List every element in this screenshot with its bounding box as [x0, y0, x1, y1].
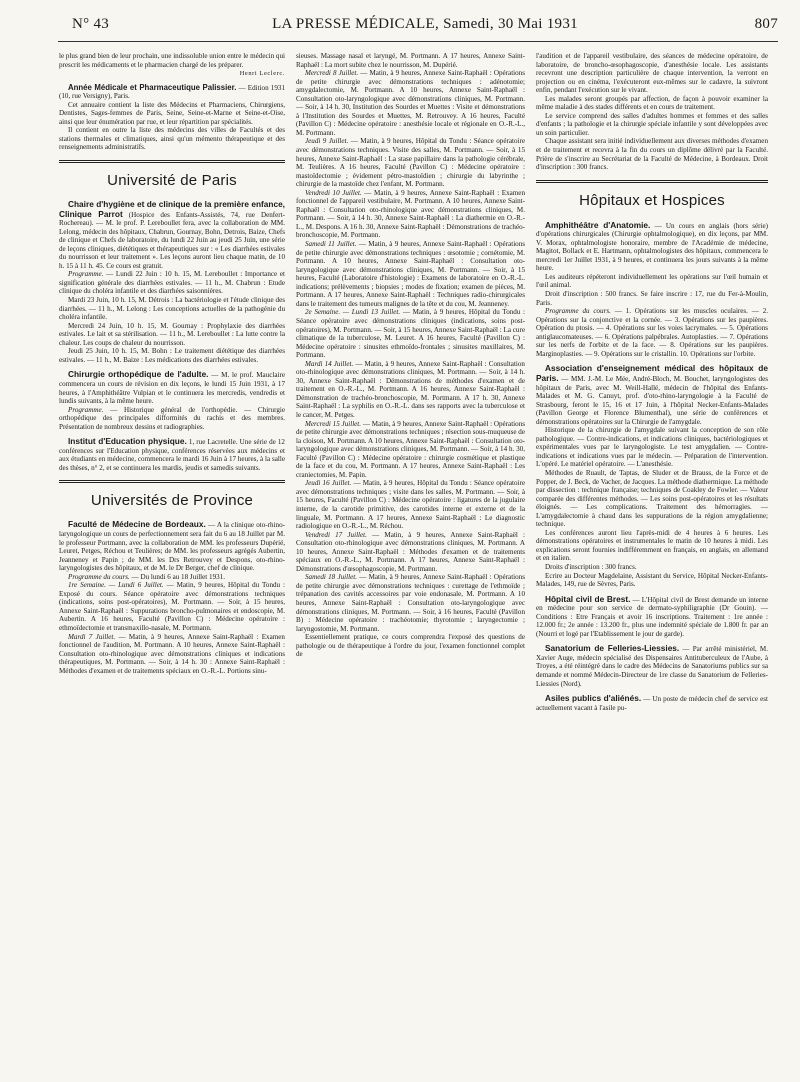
ortho-program-label: Programme. [68, 405, 104, 414]
annuaire-heading: Année Médicale et Pharmaceutique Palissier. [68, 82, 237, 92]
paragraph: Méthodes de Ruault, de Taptas, de Sluder et de Brauss, de la Force et de Popper, de J. Beck, de Vacher, de Jacques. La méthode diathermique. La méthode par dissection : technique française; techniques de Coakley de Fowler. — Valeur comparée des différentes méthodes. — Les soins post-opératoires et les résultats éloignés. — Les complications. Traitement des hémorragies. — L'amygdalectomie à chaud dans les suppurations de la région amygdalienne; technique. [536, 468, 768, 529]
paragraph: Droits d'inscription : 300 francs. [545, 562, 637, 571]
ortho-text: — M. le prof. Mauclaire commencera un cours de révision en dix leçons, le lundi 15 Juin 1931, à 17 heures, à l'Amphithéâtre Vulpian et le continuera les mercredis, vendredis et lundis suivants, à la même heure. [59, 371, 285, 406]
day-label: Jeudi 16 Juillet. [305, 479, 352, 488]
parrot-heading: Chaire d'hygiène et de clinique de la première enfance, Clinique Parrot [59, 199, 285, 219]
day-vendredi-17 [296, 531, 525, 574]
bordeaux-week1-label: 1re Semaine. — Lundi 6 Juillet. [68, 581, 164, 590]
section-rule [536, 180, 768, 183]
column-3 [536, 52, 768, 1076]
parrot-paragraph-4: Mercredi 24 Juin, 10 h. 15, M. Gournay : Prophylaxie des diarrhées estivales. Le lait et sa stérilisation. — 11 h., M. Lereboullet : La lutte contre la chaleur. Les coups de chaleur du nourrisson. [59, 321, 285, 347]
ortho-paragraph [59, 370, 285, 405]
association-text: — MM. J.-M. Le Mée, André-Bloch, M. Bouchet, laryngologistes des hôpitaux de Paris, avec M. Weill-Hallé, médecin de l'hôpital des Enfants-Malades et M. G. Canuyt, prof. d'oto-rhino-laryngologie à la Faculté de Strasbourg, feront le 15, 16 et 17 Juin, à l'hôpital Necker-Enfants-Malades (Pavillon George et Florence Blumenthal), une série de conférences et démonstrations opératoires sur la Chirurgie de l'amygdale. [536, 374, 768, 426]
day-text: — Matin, à 9 heures, Hôpital du Tondu : Séance opératoire avec démonstrations cliniques (indications, soins post-opératoires), M. Portmann. — Soir, à 15 heures, Annexe Saint-Raphaël : La cure climatique de la tuberculose, M. Leuret. A 16 heures, Faculté (Pavillon C) : Médecine opératoire : sinusites ethmoïdo-frontales ; sinusites maxillaires, M. Portmann. [296, 308, 525, 360]
day-text: — Matin, à 9 heures, Hôpital du Tondu : Séance opératoire avec démonstrations techniques ; visite dans les salles, M. Portmann. — Soir, à 15 heures, Faculté (Pavillon C) : Médecine opératoire : ligatures de la jugulaire interne, de la carotide primitive, des carotides interne et externe et de la linguale, M. Portmann. A 17 heures, Annexe Saint-Raphaël : Le diagnostic radiologique en O.-R.-L., M. Réchou. [296, 479, 525, 531]
day-mercredi-8 [296, 69, 525, 137]
asiles-paragraph [536, 694, 768, 712]
felleries-heading: Sanatorium de Felleries-Liessies. [545, 643, 680, 654]
day-text: — Matin, à 9 heures, Annexe Saint-Raphaël : Opérations de petite chirurgie avec démonstrations techniques : adénotomie; amygdalectomie, M. Portmann. A 10 heures, Annexe Saint-Raphaël : Consultation oto-laryngologique avec démonstrations cliniques, M. Portmann. — Soir, à 14 h. 30, Institution des Sourdes et Muettes : Visite et démonstrations à l'Institution des Sourdes et Muettes, M. Retrouvey. A 16 heures, Faculté (Pavillon C) : Médecine opératoire : anesthésie locale et régionale en O.-R.-L., M. Portmann. [296, 69, 525, 137]
program-text: — 1. Opérations sur les muscles oculaires. — 2. Opérations sur la conjonctive et la cornée. — 3. Opérations sur les paupières. Opération du ptosis. — 4. Opérations sur les voies lacrymales. — 5. Opérations antiglaucomateuses. — 6. Opérations palpébrales. Autoplasties. — 7. Opérations sur les nerfs de l'orbite et de la face. — 8. Opérations sur les paupières. Marginoplasties. — 9. Opérations sur le cristallin. 10. Opérations sur l'orbite. [536, 307, 768, 358]
day-samedi-18 [296, 573, 525, 633]
brest-paragraph [536, 595, 768, 639]
continued-paragraph: l'audition et de l'appareil vestibulaire, des séances de médecine opératoire, de laboratoire, de broncho-œsophagoscopie, d'anesthésie locale. Les assistants recevront une description particulière de chaque intervention, la verront en projection ou en cinéma, l'exécuteront eux-mêmes sur le cadavre, la suivront enfin, pendant l'exécution sur le vivant. [536, 52, 768, 95]
continued-paragraph: sieuses. Massage nasal et laryngé, M. Portmann. A 17 heures, Annexe Saint-Raphaël : La mort subite chez le nourrisson, M. Dupérié. [296, 52, 525, 69]
day-label: Vendredi 17 Juillet. [305, 530, 367, 539]
essentiel-paragraph: Essentiellement pratique, ce cours comprendra l'exposé des questions de pathologie ou de thérapeutique à l'ordre du jour, l'examen fonctionnel complet de [296, 633, 525, 659]
day-text: — Matin, à 9 heures, Annexe Saint-Raphaël : Opérations de petite chirurgie avec démonstrations techniques : curettage de l'ethmoïde ; trépanation des cavités accessoires par voie endonasale, M. Portmann. A 10 heures, Annexe Saint-Raphaël : Consultation oto-laryngologique avec démonstrations cliniques, M. Portmann. — Soir, à 16 heures, Faculté (Pavillon B) : Médecine opératoire : trachéotomie; thyrotomie ; laryngectomie ; laryngostomie, M. Portmann. [296, 573, 525, 633]
intro-paragraph: le plus grand bien de leur prochain, une indissoluble union entre le médecin qui prescrit les médicaments et le pharmacien chargé de les préparer. [59, 52, 285, 69]
paragraph: Les conférences auront lieu l'après-midi de 4 heures à 6 heures. Les démonstrations opératoires et instrumentales le matin de 10 heures à midi. Les explications seront fournies indifféremment en français, en anglais, en allemand et en italien. [536, 528, 768, 563]
bordeaux-mardi-label: Mardi 7 Juillet. [68, 632, 116, 641]
annuaire-paragraph-2: Cet annuaire contient la liste des Médecins et Pharmaciens, Chirurgiens, Dentistes, Sages-femmes de Paris, Seine, Seine-et-Marne et Seine-et-Oise, ainsi que leur énumération par rue, et leur répartition par spécialités. [59, 100, 285, 126]
parrot-paragraph-3: Mardi 23 Juin, 10 h. 15, M. Détrois : La bactériologie et l'étude clinique des diarrhées. — 11 h., M. Lelong : Les conceptions actuelles de la pathogénie du choléra infantile. [59, 296, 285, 322]
section-title-paris: Université de Paris [107, 172, 237, 190]
column-2 [296, 52, 525, 1076]
parrot-paragraph [59, 200, 285, 270]
day-jeudi-9 [296, 137, 525, 188]
section-rule [59, 480, 285, 483]
parrot-text: (Hospice des Enfants-Assistés, 74, rue Denfert-Rochereau). — M. le prof. P. Lereboullet fera, avec la collaboration de MM. Lelong, médecin des hôpitaux, Chabrun, Gournay, Bohn, Detrois, Baize, Chefs de clinique et Chefs de laboratoire, du lundi 22 Juin au jeudi 25 Juin, une série de leçons cliniques, diététiques et thérapeutiques sur : « Les diarrhées estivales du nourrisson et leur traitement ». Les leçons auront lieu chaque matin, de 10 h. 15 à 11 h. 45. Ce cours est gratuit. [59, 210, 285, 270]
page-number: 807 [754, 16, 778, 32]
day-text: — Matin, à 9 heures, Annexe Saint-Raphaël : Opérations de petite chirurgie avec démonstrations techniques ; résection sous-muqueuse de la cloison, M. Portmann. A 10 heures, Annexe Saint-Raphaël : Consultation oto-laryngologique avec démonstrations cliniques, M. Portmann. — Soir, à 14 h. 30, Faculté (Pavillon C) : Médecine opératoire : chirurgie cosmétique et plastique de la face et du cou, M. Portmann. A 17 heures, Annexe Saint-Raphaël : Les craniectomies, M. Papin. [296, 419, 525, 479]
annuaire-paragraph [59, 84, 285, 101]
annuaire-text: — Edition 1931 (10, rue Versigny), Paris. [59, 83, 285, 101]
program-label: Programme du cours. [545, 307, 611, 316]
bordeaux-program-text: — Du lundi 6 au 18 Juillet 1931. [131, 572, 225, 581]
day-label: Samedi 11 Juillet. [305, 240, 357, 249]
parrot-program-text: — Lundi 22 Juin : 10 h. 15, M. Lereboullet : Importance et signification générale des diarrhées estivales. — 11 h., M. Chabrun : Etude clinique du choléra infantile et des diarrhées saisonnières. [59, 270, 285, 296]
edu-paragraph [59, 437, 285, 472]
day-mardi-14 [296, 360, 525, 420]
day-label: Mardi 14 Juillet. [305, 359, 354, 368]
edu-text: 1, rue Lacretelle. Une série de 12 conférences sur l'Education physique, conférences réservées aux médecins et aux étudiants en médecine, commencera le mardi 16 Juin à 17 heures, à la salle des thèses, n° 2, et se continuera les mardis, jeudis et samedis suivants. [59, 438, 285, 472]
author-signature: Henri Leclerc. [239, 70, 285, 78]
day-mercredi-15 [296, 420, 525, 480]
paragraph: Le service comprend des salles d'adultes hommes et femmes et des salles d'enfants ; la pathologie et la chirurgie spéciale infantile y sont développées avec un soin particulier. [536, 111, 768, 137]
association-paragraph [536, 364, 768, 426]
bordeaux-program [59, 573, 285, 582]
day-samedi-11 [296, 240, 525, 308]
asiles-text: — Un poste de médecin chef de service est actuellement vacant à l'asile pu- [536, 695, 768, 712]
ortho-program-text: — Historique général de l'orthopédie. — Chirurgie orthopédique des principales difformités du rachis et des membres. Présentation de nombreux dessins et radiographies. [59, 405, 285, 431]
felleries-paragraph [536, 644, 768, 688]
bordeaux-week1-text: — Matin, 9 heures, Hôpital du Tondu : Exposé du cours. Séance opératoire avec démonstrations techniques (indications, soins post-opératoires), M. Portmann. — Soir, à 15 heures, Annexe Saint-Raphaël : Suppurations broncho-pulmonaires et endoscopie, M. Aubertin. A 16 heures, Faculté (Pavillon C) : Médecine opératoire : ethmoïdectomie et transmaxillo-nasale, M. Portmann. [59, 581, 285, 632]
bordeaux-paragraph [59, 520, 285, 572]
bordeaux-heading: Faculté de Médecine de Bordeaux. [68, 519, 206, 530]
day-text: — Matin, à 9 heures, Annexe Saint-Raphaël : Opérations de petite chirurgie avec démonstrations techniques : œsotomie ; cornétomie, M. Portmann. A 10 heures, Annexe Saint-Raphaël : Consultation oto-laryngologique avec démonstrations cliniques, M. Portmann. — Soir, à 15 heures, Faculté (Laboratoire d'histologie) : Examens de laboratoire en O.-R.-L. indications; prélèvements ; biopsies ; modes de fixation; examen de pièces, M. Portmann. A 17 heures, Annexe Saint-Raphaël : Techniques radio-chirurgicales dans le traitement des tumeurs malignes de la tête et du cou, M. Jeanneney. [296, 240, 525, 308]
section-title-hopitaux: Hôpitaux et Hospices [579, 191, 725, 209]
bordeaux-text: — A la clinique oto-rhino-laryngologique un cours de perfectionnement sera fait du 6 au 18 Juillet par M. le professeur Portmann, avec la collaboration de MM. les professeurs Dupérié, Leuret, Petges, Réchou et Teulières; de MM. les professeurs agrégés Aubertin, Jeanneney et Papin ; de MM. les Drs Retrouvey et Despons, oto-rhino-laryngologistes des hôpitaux, et de M. le Dr Berger, chef de clinique. [59, 521, 285, 573]
day-text: — Matin, à 9 heures, Annexe Saint-Raphaël : Consultation oto-rhinologique avec démonstrations cliniques, M. Portmann. A 10 heures, Annexe Saint-Raphaël : Méthodes d'examen et de traitements spéciaux en O.-R.-L., M. Portmann. A 17 heures, Annexe Saint-Raphaël : Démonstrations d'œsophagoscopie, M. Portmann. [296, 530, 525, 573]
asiles-heading: Asiles publics d'aliénés. [545, 693, 642, 704]
bordeaux-mardi-text: — Matin, à 9 heures, Annexe Saint-Raphaël : Examen fonctionnel de l'audition, M. Portmann. A 10 heures, Annexe Saint-Raphaël : Consultation oto-rhinologique avec démonstrations cliniques et indications thérapeutiques, M. Portmann. — Soir, à 14 h. 30 : Annexe Saint-Raphaël : Méthodes d'examen et de traitements spéciaux en O.-R.-L. Portions sinu- [59, 632, 285, 675]
header-rule [58, 41, 778, 42]
ortho-heading: Chirurgie orthopédique de l'adulte. [68, 369, 209, 380]
paragraph: Droit d'inscription : 500 francs. Se faire inscrire : 17, rue du Fer-à-Moulin, Paris. [536, 290, 768, 307]
day-vendredi-10 [296, 189, 525, 240]
amphitheatre-heading: Amphithéâtre d'Anatomie. [545, 219, 651, 230]
day-jeudi-16 [296, 479, 525, 530]
section-title-province: Universités de Province [90, 492, 254, 510]
ortho-program [59, 406, 285, 432]
amphitheatre-paragraph [536, 221, 768, 273]
paragraph: Les malades seront groupés par affection, de façon à pouvoir examiner la même maladie à des stades différents et en cours de traitement. [536, 94, 768, 112]
day-text: — Matin, à 9 heures, Hôpital du Tondu : Séance opératoire avec démonstrations techniques. Visite des salles, M. Portmann. — Soir, à 15 heures, Annexe Saint-Raphaël : La stase papillaire dans la pathologie cérébrale, M. Teulières. A 16 heures, Faculté (Pavillon C) : Médecine opératoire : mastoïdectomie ; évidement pétro-mastoïdien ; chirurgie du labyrinthe ; chirurgie de la mastoïde chez l'enfant, M. Portmann. [296, 137, 525, 189]
page-header [72, 16, 778, 38]
annuaire-paragraph-3: Il contient en outre la liste des médecins des villes de Facultés et des stations thermales et climatiques, ainsi qu'un mémento thérapeutique et des renseignements administratifs. [59, 126, 285, 152]
day-label: Vendredi 10 Juillet. [305, 188, 362, 197]
bordeaux-week1 [59, 581, 285, 632]
felleries-text: — Par arrêté ministériel, M. Xavier Auge, médecin spécialisé des Dispensaires Antituberculeux de l'Aube, à Troyes, a été réintégré dans le cadre des Médecins de Sanatoriums publics sur sa demande et nommé Médecin-Directeur de 1re classe du Sanatorium de Felleries-Liessies (Nord). [536, 645, 768, 688]
association-heading: Association d'enseignement médical des hôpitaux de Paris. [536, 363, 768, 383]
day-label: Samedi 18 Juillet. [305, 573, 357, 582]
day-label: Mercredi 15 Juillet. [305, 419, 362, 428]
section-rule [59, 160, 285, 163]
paragraph: Chaque assistant sera initié individuellement aux diverses méthodes d'examen et de traitement et recevra à la fin du cours un diplôme délivré par la Faculté. Prière de s'inscrire au Secrétariat de la Faculté de Médecine, à Bordeaux. Droit d'inscription : 300 francs. [536, 137, 768, 172]
journal-title: LA PRESSE MÉDICALE, Samedi, 30 Mai 1931 [272, 16, 578, 32]
parrot-paragraph-5: Jeudi 25 Juin, 10 h. 15, M. Bohn : Le traitement diététique des diarrhées estivales. — 11 h., M. Baize : Les médications des diarrhées estivales. [59, 347, 285, 364]
day-text: — Matin, à 9 heures, Annexe Saint-Raphaël : Consultation oto-rhinologique avec démonstrations cliniques, M. Portmann. — Soir, à 14 h. 30, Annexe Saint-Raphaël : Démonstrations de méthodes d'examen et de traitement en O.-R.-L., M. Portmann. A 16 heures, Annexe Saint-Raphaël : Démonstration de trachéo-bronchoscopie, M. Portmann. A 17 h. 30, Annexe Saint-Raphaël : La syphilis en O.-R.-L. dans ses rapports avec la tuberculose et le cancer, M. Petges. [296, 359, 525, 419]
day-label: 2e Semaine. — Lundi 13 Juillet. [305, 308, 401, 317]
bordeaux-mardi [59, 633, 285, 676]
brest-heading: Hôpital civil de Brest. [545, 593, 631, 604]
parrot-program [59, 270, 285, 296]
day-text: — Matin, à 9 heures, Annexe Saint-Raphaël : Examen fonctionnel de l'appareil vestibulaire, M. Portmann. A 10 heures, Annexe Saint-Raphaël : Consultation oto-rhinologique avec démonstrations cliniques, M. Portmann. — Soir, à 14 h. 30, Annexe Saint-Raphaël : La diathermie en O.-R.-L., M. Despons. A 16 h. 30, Annexe Saint-Raphaël : Démonstrations de trachéo-bronchoscopie, M. Portmann. [296, 188, 525, 240]
paragraph: Historique de la chirurgie de l'amygdale suivant la conception de son rôle pathologique. — Contre-indications, et indications cliniques, bactériologiques et expérimentales vues par le laryngologiste. Le test amygdalien. — Contre-indications et indications vues par le médecin. — Préparation de l'intervention. L'opéré. Le matériel opératoire. — L'anesthésie. [536, 426, 768, 469]
amphitheatre-text: — Un cours en anglais (hors série) d'opérations chirurgicales (Chirurgie ophtalmologique), en dix leçons, par MM. V. Morax, ophtalmologiste honoraire, membre de l'Académie de médecine, Magitot, Bollack et E. Hartmann, ophtalmologistes des hôpitaux, commencera le mercredi 1er Juillet 1931, à 9 heures, et continuera les jours suivants à la même heure. [536, 221, 768, 273]
column-1 [59, 52, 285, 1076]
issue-number: N° 43 [72, 16, 110, 32]
paragraph: Les auditeurs répéteront individuellement les opérations sur l'œil humain et l'œil animal. [536, 272, 768, 290]
parrot-program-label: Programme. [68, 270, 104, 279]
bordeaux-program-label: Programme du cours. [68, 572, 130, 581]
day-label: Jeudi 9 Juillet. [305, 137, 349, 146]
week-2 [296, 308, 525, 359]
edu-heading: Institut d'Education physique. [68, 436, 187, 447]
day-label: Mercredi 8 Juillet. [305, 69, 359, 78]
paragraph: Ecrire au Docteur Magdelaine, Assistant du Service, Hôpital Necker-Enfants-Malades, 149, rue de Sèvres, Paris. [536, 571, 768, 589]
amphitheatre-program [536, 307, 768, 358]
brest-text: — L'Hôpital civil de Brest demande un interne en médecine pour son service de dermato-syphiligraphie (Dr Gouin). — Conditions : Etre Français et avoir 16 inscriptions. Traitement : 1re année : 12.000 fr.; 2e année : 13.200 fr., plus une indemnité spéciale de 1.800 fr. par an (Nourri et logé par l'Etablissement le jour de garde). [536, 595, 768, 638]
